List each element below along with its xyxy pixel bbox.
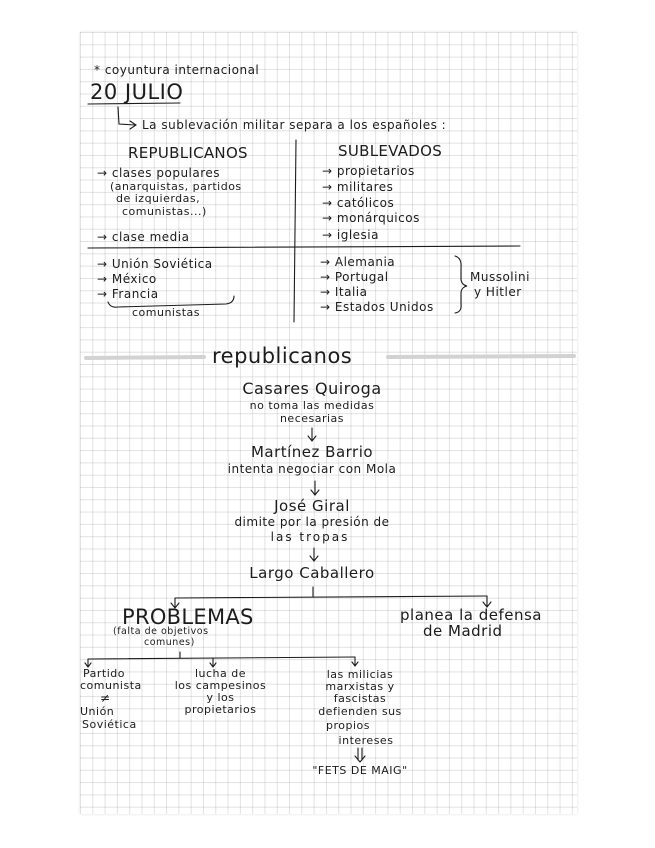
sub-ally: → Estados Unidos (320, 300, 434, 314)
defensa-line: planea la defensa (400, 606, 542, 624)
flow-step-desc: intenta negociar con Mola (227, 462, 397, 476)
rep-item: comunistas...) (122, 205, 207, 218)
sub-item: → católicos (322, 196, 395, 210)
flow-step-name: Casares Quiroga (242, 379, 382, 398)
problem-1-line: Soviética (82, 718, 137, 731)
comunistas-note: comunistas (132, 306, 201, 319)
coyuntura-title: * coyuntura internacional (94, 63, 260, 77)
rep-ally: → Francia (97, 287, 159, 301)
problem-2-line: propietarios (184, 703, 257, 716)
date-title: 20 JULIO (90, 80, 184, 104)
allies-brace (455, 256, 467, 313)
section-divider-left (86, 357, 204, 358)
flow-step-desc: no toma las medidas (249, 399, 375, 412)
problem-3-line: intereses (338, 734, 394, 747)
problem-3-line: fascistas (333, 692, 387, 705)
rep-item: de izquierdas, (116, 192, 201, 205)
problem-1-line: comunista (80, 679, 142, 692)
rep-ally: → México (97, 272, 157, 286)
problem-2-line: los campesinos (174, 679, 267, 692)
problem-1-line: Unión (80, 705, 115, 718)
flow-step-desc: dimite por la presión de (234, 515, 390, 529)
problem-3-line: las milicias (326, 668, 394, 681)
problem-1-line: Partido (83, 667, 125, 680)
problemas-title: PROBLEMAS (122, 605, 254, 629)
table-vertical-divider (294, 140, 296, 322)
flow-step-name: José Giral (274, 497, 350, 515)
defensa-line: de Madrid (423, 622, 503, 640)
flow-step-desc: las tropas (270, 530, 350, 544)
p1-arrow (85, 659, 91, 667)
rep-ally: → Unión Soviética (97, 257, 213, 271)
sublevados-title: SUBLEVADOS (338, 142, 443, 160)
intro-sentence: La sublevación militar separa a los españoles : (142, 118, 447, 132)
problemas-subtitle: comunes) (144, 637, 195, 648)
intro-arrow (118, 107, 136, 129)
problem-3-line: marxistas y (325, 680, 395, 693)
rep-item: → clases populares (97, 166, 221, 180)
problem-2-line: lucha de (194, 667, 247, 680)
rep-item: (anarquistas, partidos (110, 180, 242, 193)
arrow-2 (311, 481, 319, 495)
section-divider-right (388, 356, 574, 357)
arrow-3 (310, 548, 318, 561)
allies-note: Mussolini (470, 270, 530, 284)
republicanos-title: REPUBLICANOS (128, 144, 248, 162)
sub-ally: → Italia (320, 285, 368, 299)
sub-item: → militares (322, 180, 394, 194)
sub-ally: → Portugal (320, 270, 389, 284)
problem-3-line: defienden sus (318, 705, 402, 718)
problem-2-line: y los (206, 691, 235, 704)
flow-step-desc: necesarias (279, 412, 345, 425)
problemas-subtitle: (falta de objetivos (113, 626, 209, 637)
problem-1-line: ≠ (100, 691, 111, 705)
allies-note: y Hitler (474, 285, 522, 299)
sub-item: → iglesia (322, 228, 379, 242)
problemas-branch (88, 657, 355, 659)
branch-line (175, 596, 487, 598)
p3-arrow (352, 657, 358, 666)
flow-step-name: Martínez Barrio (250, 443, 374, 461)
rep-item: → clase media (97, 230, 190, 244)
section-title: republicanos (212, 344, 353, 368)
table-horizontal-divider (88, 246, 520, 248)
fets-arrow (355, 748, 365, 762)
arrow-1 (308, 428, 316, 441)
sub-item: → propietarios (322, 164, 415, 178)
flow-step-name: Largo Caballero (249, 564, 375, 582)
fets-de-maig: "FETS DE MAIG" (312, 764, 408, 777)
problem-3-line: propios (326, 719, 370, 732)
p2-arrow (210, 658, 216, 667)
sub-ally: → Alemania (320, 255, 396, 269)
sub-item: → monárquicos (322, 211, 420, 225)
bullet-star: * (94, 63, 105, 77)
